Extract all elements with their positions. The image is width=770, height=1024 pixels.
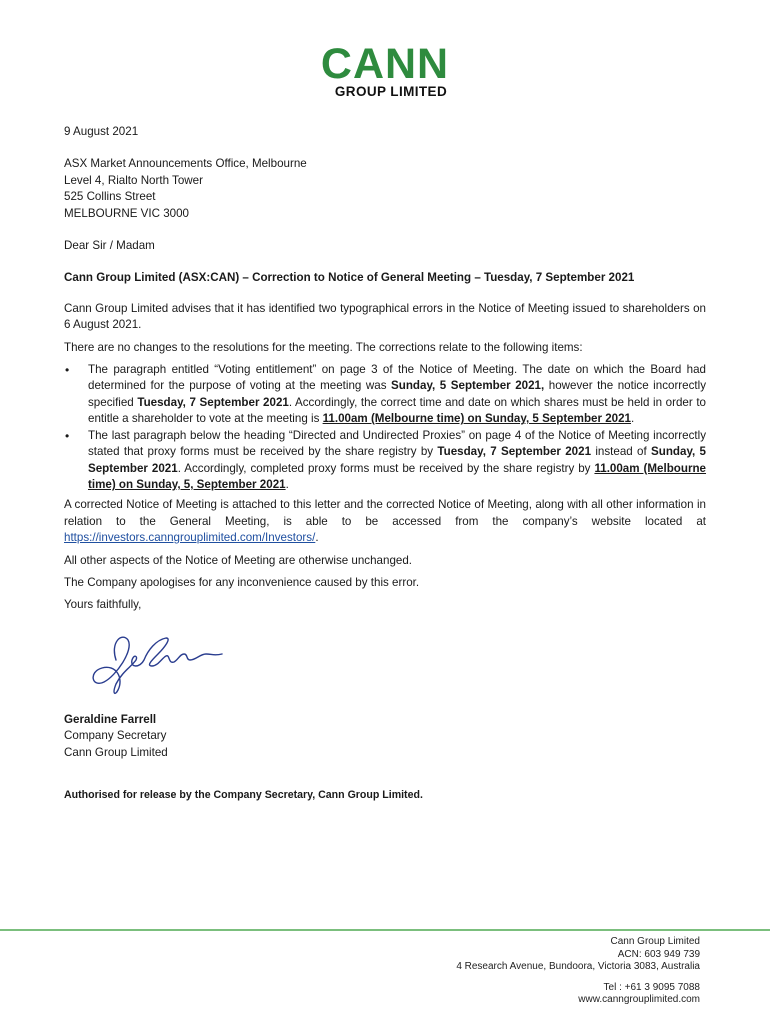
paragraph-unchanged: All other aspects of the Notice of Meeting are otherwise unchanged. xyxy=(64,553,413,567)
bullet-text: . xyxy=(631,412,635,426)
paragraph-text: . xyxy=(315,531,319,545)
company-logo xyxy=(300,40,470,99)
address-line: Level 4, Rialto North Tower xyxy=(64,173,203,187)
bullet-text: . Accordingly, completed proxy forms must be received by the share registry by xyxy=(177,461,595,475)
footer-acn: ACN: 603 949 739 xyxy=(617,948,700,960)
bullet-text: The last paragraph below the heading “Directed and Undirected Proxies” on page 4 of the Notice of Meeting incorrectly stated that proxy forms must be received by the share registry by xyxy=(88,428,706,459)
bullet-text: . Accordingly, the correct time and date on which shares must be held in order to entitle a shareholder to vote at the meeting is xyxy=(88,395,706,426)
list-item xyxy=(88,428,706,494)
bullet-bold: Sunday, 5 September 2021 xyxy=(88,445,707,475)
paragraph-changes: There are no changes to the resolutions for the meeting. The corrections relate to the following items: xyxy=(64,340,583,354)
signer-block xyxy=(64,712,706,761)
signer-title: Company Secretary xyxy=(64,729,167,743)
footer-website: www.canngrouplimited.com xyxy=(578,994,700,1006)
logo-subtitle: GROUP LIMITED xyxy=(334,84,448,99)
bullet-bold-underlined: 11.00am (Melbourne time) on Sunday, 5 September 2021 xyxy=(322,412,632,426)
company-footer xyxy=(456,936,700,1007)
letter-date: 9 August 2021 xyxy=(64,125,139,138)
handwritten-signature xyxy=(64,620,706,712)
signer-name: Geraldine Farrell xyxy=(64,712,157,726)
footer-telephone: Tel : +61 3 9095 7088 xyxy=(603,981,700,993)
bullet-bold: Sunday, 5 September 2021, xyxy=(391,379,545,393)
recipient-address xyxy=(64,156,706,222)
bullet-bold: Tuesday, 7 September 2021 xyxy=(437,445,592,459)
letter-body xyxy=(64,124,706,803)
corrections-list xyxy=(64,362,706,493)
address-line: ASX Market Announcements Office, Melbourne xyxy=(64,157,307,171)
paragraph-intro: Cann Group Limited advises that it has identified two typographical errors in the Notice of Meeting issued to shareholders on 6 August 2021. xyxy=(64,301,706,332)
letter-subject: Cann Group Limited (ASX:CAN) – Correction to Notice of General Meeting – Tuesday, 7 September 2021 xyxy=(64,271,635,285)
paragraph-apology: The Company apologises for any inconvenience caused by this error. xyxy=(64,575,420,589)
bullet-text: . xyxy=(285,477,289,491)
signer-company: Cann Group Limited xyxy=(64,745,168,759)
footer-divider xyxy=(0,929,770,931)
bullet-text: The paragraph entitled “Voting entitlement” on page 3 of the Notice of Meeting. The date on which the Board had determined for the purpose of voting at the meeting was xyxy=(88,363,706,393)
bullet-bold: Tuesday, 7 September 2021 xyxy=(137,395,289,409)
footer-address: 4 Research Avenue, Bundoora, Victoria 3083, Australia xyxy=(456,961,700,973)
bullet-text: however the notice incorrectly specified xyxy=(88,379,707,409)
bullet-bold-underlined: 11.00am (Melbourne time) on Sunday, 5, September 2021 xyxy=(88,461,707,491)
authorisation-statement: Authorised for release by the Company Secretary, Cann Group Limited. xyxy=(64,788,423,801)
investors-website-link[interactable]: https://investors.canngrouplimited.com/Investors/ xyxy=(64,531,316,545)
footer-spacer xyxy=(456,974,700,982)
closing: Yours faithfully, xyxy=(64,598,142,612)
paragraph-text: A corrected Notice of Meeting is attached to this letter and the corrected Notice of Meeting, along with all other information in relation to the General Meeting, is able to be accessed from the company’s website located at xyxy=(64,498,706,528)
address-line: 525 Collins Street xyxy=(64,190,156,204)
paragraph-corrected-notice xyxy=(64,497,706,546)
salutation: Dear Sir / Madam xyxy=(64,239,155,253)
footer-company: Cann Group Limited xyxy=(610,936,700,947)
logo-wordmark: CANN xyxy=(320,40,450,88)
address-line: MELBOURNE VIC 3000 xyxy=(64,206,190,220)
bullet-text: instead of xyxy=(591,445,652,459)
signature-image xyxy=(82,620,242,700)
list-item xyxy=(88,362,706,428)
